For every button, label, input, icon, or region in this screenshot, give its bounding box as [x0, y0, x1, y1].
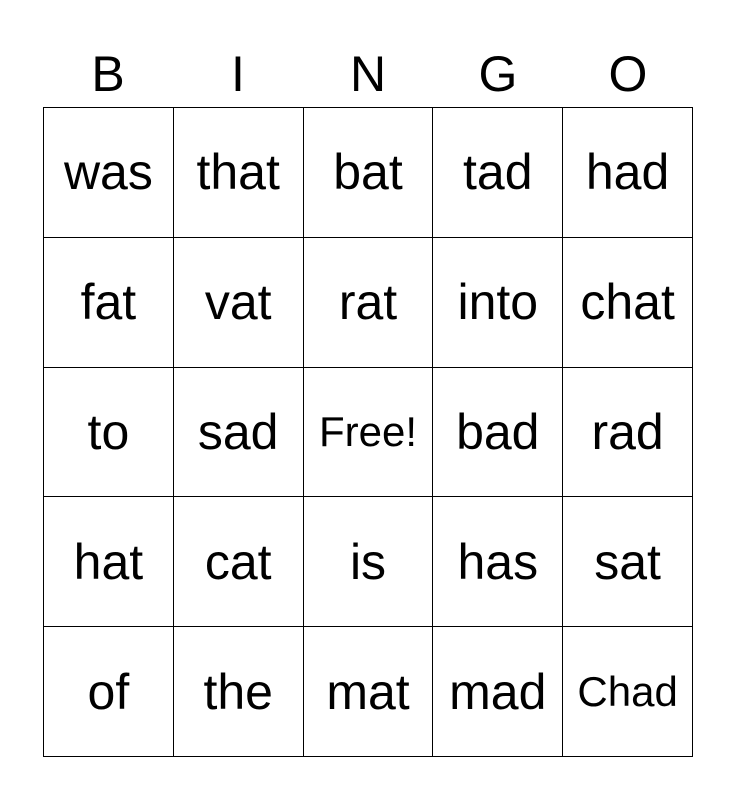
bingo-cell: the [174, 627, 304, 757]
bingo-cell: hat [44, 497, 174, 627]
bingo-cell: had [563, 108, 693, 238]
bingo-cell: vat [174, 238, 304, 368]
bingo-cell: into [433, 238, 563, 368]
header-letter-i: I [231, 46, 245, 102]
bingo-cell: mat [304, 627, 434, 757]
bingo-cell: to [44, 368, 174, 498]
free-space-cell: Free! [304, 368, 434, 498]
bingo-cell: fat [44, 238, 174, 368]
bingo-cell: chat [563, 238, 693, 368]
header-letter-n: N [349, 46, 387, 102]
bingo-cell: is [304, 497, 434, 627]
bingo-cell: bat [304, 108, 434, 238]
bingo-header [43, 40, 693, 108]
bingo-cell: bad [433, 368, 563, 498]
bingo-cell: was [44, 108, 174, 238]
bingo-cell: rat [304, 238, 434, 368]
bingo-cell: sad [174, 368, 304, 498]
bingo-cell: mad [433, 627, 563, 757]
bingo-cell: tad [433, 108, 563, 238]
bingo-board [43, 107, 693, 757]
header-letter-o: O [608, 46, 648, 102]
bingo-cell: that [174, 108, 304, 238]
bingo-cell: has [433, 497, 563, 627]
bingo-cell: of [44, 627, 174, 757]
header-letter-g: G [478, 46, 518, 102]
header-letter-b: B [91, 46, 125, 102]
bingo-cell: sat [563, 497, 693, 627]
bingo-cell: Chad [563, 627, 693, 757]
bingo-cell: cat [174, 497, 304, 627]
bingo-cell: rad [563, 368, 693, 498]
